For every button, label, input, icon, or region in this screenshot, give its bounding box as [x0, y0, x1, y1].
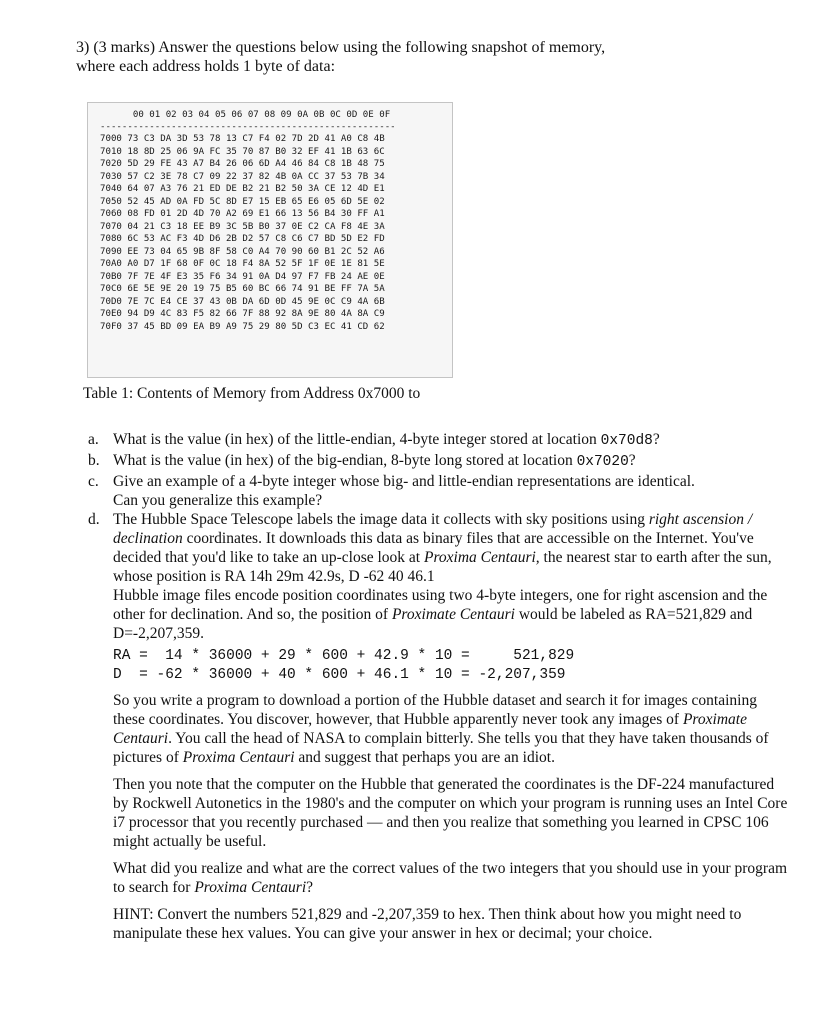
memory-row	[100, 171, 440, 184]
question-line-2: where each address holds 1 byte of data:	[76, 58, 336, 75]
text-run: The Hubble Space Telescope labels the image data it collects with sky positions using	[113, 511, 649, 528]
memory-row	[100, 246, 440, 259]
row-address: 7030	[100, 171, 122, 182]
question-a-text: What is the value (in hex) of the little-endian, 4-byte integer stored at location	[113, 431, 601, 448]
address-code: 0x7020	[576, 454, 629, 470]
memory-table-header	[100, 108, 440, 122]
calc-d: D = -62 * 36000 + 40 * 600 + 46.1 * 10 = -2,207,359	[113, 667, 566, 683]
emphasis: right ascension / declination	[113, 511, 753, 547]
question-list	[88, 430, 788, 943]
question-b	[88, 451, 788, 472]
memory-row	[100, 296, 440, 309]
memory-row	[100, 283, 440, 296]
memory-row	[100, 271, 440, 284]
row-address: 70D0	[100, 296, 122, 307]
text-run: . You call the head of NASA to complain bitterly. She tells you that they have taken thousands of pictures of	[113, 730, 769, 766]
row-address: 70C0	[100, 284, 122, 294]
row-bytes: 73 C3 DA 3D 53 78 13 C7 F4 02 7D 2D 41 A0 C8 4B	[127, 134, 385, 144]
question-c	[88, 472, 788, 510]
row-address: 7060	[100, 209, 122, 219]
text-run: coordinates. It downloads this data as binary files that are accessible on the Internet. You've decided that you'd like to take an up-close look at	[113, 530, 754, 566]
emphasis: Proxima Centauri	[182, 749, 295, 766]
row-bytes: 7F 7E 4F E3 35 F6 34 91 0A D4 97 F7 FB 24 AE 0E	[127, 271, 385, 282]
question-mark: ?	[652, 431, 660, 448]
row-address: 7040	[100, 184, 122, 194]
question-c-line-1: Give an example of a 4-byte integer whose big- and little-endian representations are identical.	[113, 473, 695, 490]
emphasis: Proxima Centauri	[194, 879, 307, 896]
row-bytes: 7E 7C E4 CE 37 43 0B DA 6D 0D 45 9E 0C C9 4A 6B	[127, 296, 385, 307]
question-d	[88, 510, 788, 943]
emphasis: Proximate Centauri	[113, 711, 747, 747]
text-run: ?	[306, 879, 314, 896]
memory-row	[100, 183, 440, 196]
memory-row	[100, 158, 440, 171]
question-d-paragraph-4: Then you note that the computer on the Hubble that generated the coordinates is the DF-224 manufactured by Rockwell Autonetics in the 1980's and the computer on which your program is running uses an Intel Core i7 processor that you recently purchased — and then you realize that something you learned in CPSC 106 might actually be useful.	[113, 776, 788, 850]
memory-row	[100, 146, 440, 159]
question-b-text: What is the value (in hex) of the big-endian, 8-byte long stored at location	[113, 452, 577, 469]
memory-row	[100, 221, 440, 234]
item-label: a.	[88, 431, 99, 448]
text-run: and suggest that perhaps you are an idiot.	[294, 749, 555, 766]
row-bytes: 08 FD 01 2D 4D 70 A2 69 E1 66 13 56 B4 30 FF A1	[127, 209, 385, 219]
memory-row	[100, 208, 440, 221]
question-a	[88, 430, 788, 451]
column-offsets: 00 01 02 03 04 05 06 07 08 09 0A 0B 0C 0D 0E 0F	[132, 110, 391, 120]
row-address: 70F0	[100, 321, 122, 332]
memory-table-separator: ------------------------------------------------------	[100, 122, 396, 132]
row-bytes: 6C 53 AC F3 4D D6 2B D2 57 C8 C6 C7 BD 5D E2 FD	[127, 234, 385, 244]
text-run: would be labeled as RA=521,829 and D=-2,207,359.	[113, 606, 753, 642]
text-run: the nearest star to earth after the sun, whose position is RA 14h 29m 42.9s, D -62 40 46.1	[113, 549, 772, 585]
memory-row	[100, 308, 440, 321]
memory-row	[100, 196, 440, 209]
row-address: 7050	[100, 196, 122, 207]
row-bytes: 6E 5E 9E 20 19 75 B5 60 BC 66 74 91 BE FF 7A 5A	[127, 284, 385, 294]
memory-row	[100, 321, 440, 334]
table-caption: Table 1: Contents of Memory from Address 0x7000 to	[83, 385, 421, 402]
memory-table-content	[100, 108, 440, 333]
item-label: b.	[88, 452, 100, 469]
question-d-paragraph-5	[113, 859, 788, 897]
emphasis: Proximate Centauri	[391, 606, 515, 623]
row-address: 7080	[100, 234, 122, 244]
calc-ra: RA = 14 * 36000 + 29 * 600 + 42.9 * 10 = 521,829	[113, 648, 575, 664]
row-bytes: 37 45 BD 09 EA B9 A9 75 29 80 5D C3 EC 41 CD 62	[127, 321, 385, 332]
row-bytes: 52 45 AD 0A FD 5C 8D E7 15 EB 65 E6 05 6D 5E 02	[127, 196, 385, 207]
question-line-1: 3) (3 marks) Answer the questions below using the following snapshot of memory,	[76, 39, 606, 56]
question-mark: ?	[628, 452, 636, 469]
hint-paragraph: HINT: Convert the numbers 521,829 and -2,207,359 to hex. Then think about how you might need to manipulate these hex values. You can give your answer in hex or decimal; your choice.	[113, 906, 742, 942]
item-label: d.	[88, 511, 100, 528]
row-address: 70E0	[100, 309, 122, 319]
coordinate-calculation	[113, 647, 788, 685]
item-label: c.	[88, 473, 99, 490]
text-run: What did you realize and what are the correct values of the two integers that you should use in your program to search for	[113, 860, 788, 896]
row-bytes: 64 07 A3 76 21 ED DE B2 21 B2 50 3A CE 12 4D E1	[127, 184, 385, 194]
row-address: 70A0	[100, 259, 122, 269]
row-bytes: 57 C2 3E 78 C7 09 22 37 82 4B 0A CC 37 53 7B 34	[127, 171, 385, 182]
question-c-line-2: Can you generalize this example?	[113, 492, 323, 509]
memory-row	[100, 258, 440, 271]
row-address: 7010	[100, 146, 122, 157]
question-d-paragraph-2	[113, 586, 788, 643]
row-address: 7000	[100, 134, 122, 144]
text-run: So you write a program to download a portion of the Hubble dataset and search it for images containing these coordinates. You discover, however, that Hubble apparently never took any images of	[113, 692, 757, 728]
row-bytes: 18 8D 25 06 9A FC 35 70 87 B0 32 EF 41 1B 63 6C	[127, 146, 385, 157]
question-d-paragraph-1	[113, 510, 788, 586]
row-address: 7070	[100, 221, 122, 232]
question-heading	[76, 38, 776, 76]
row-bytes: EE 73 04 65 9B 8F 58 C0 A4 70 90 60 B1 2C 52 A6	[127, 246, 385, 257]
memory-row	[100, 233, 440, 246]
row-address: 7020	[100, 159, 122, 169]
row-address: 7090	[100, 246, 122, 257]
row-bytes: A0 D7 1F 68 0F 0C 18 F4 8A 52 5F 1F 0E 1E 81 5E	[127, 259, 385, 269]
memory-table-rows	[100, 133, 440, 333]
emphasis: Proxima Centauri,	[423, 549, 540, 566]
address-code: 0x70d8	[600, 433, 653, 449]
row-bytes: 5D 29 FE 43 A7 B4 26 06 6D A4 46 84 C8 1B 48 75	[127, 159, 385, 169]
question-d-paragraph-3	[113, 691, 788, 767]
row-bytes: 94 D9 4C 83 F5 82 66 7F 88 92 8A 9E 80 4A 8A C9	[127, 309, 385, 319]
row-address: 70B0	[100, 271, 122, 282]
text-run: Hubble image files encode position coordinates using two 4-byte integers, one for right ascension and the other for declination. And so, the position of	[113, 587, 768, 623]
row-bytes: 04 21 C3 18 EE B9 3C 5B B0 37 0E C2 CA F8 4E 3A	[127, 221, 385, 232]
memory-row	[100, 133, 440, 146]
memory-table	[87, 102, 453, 378]
